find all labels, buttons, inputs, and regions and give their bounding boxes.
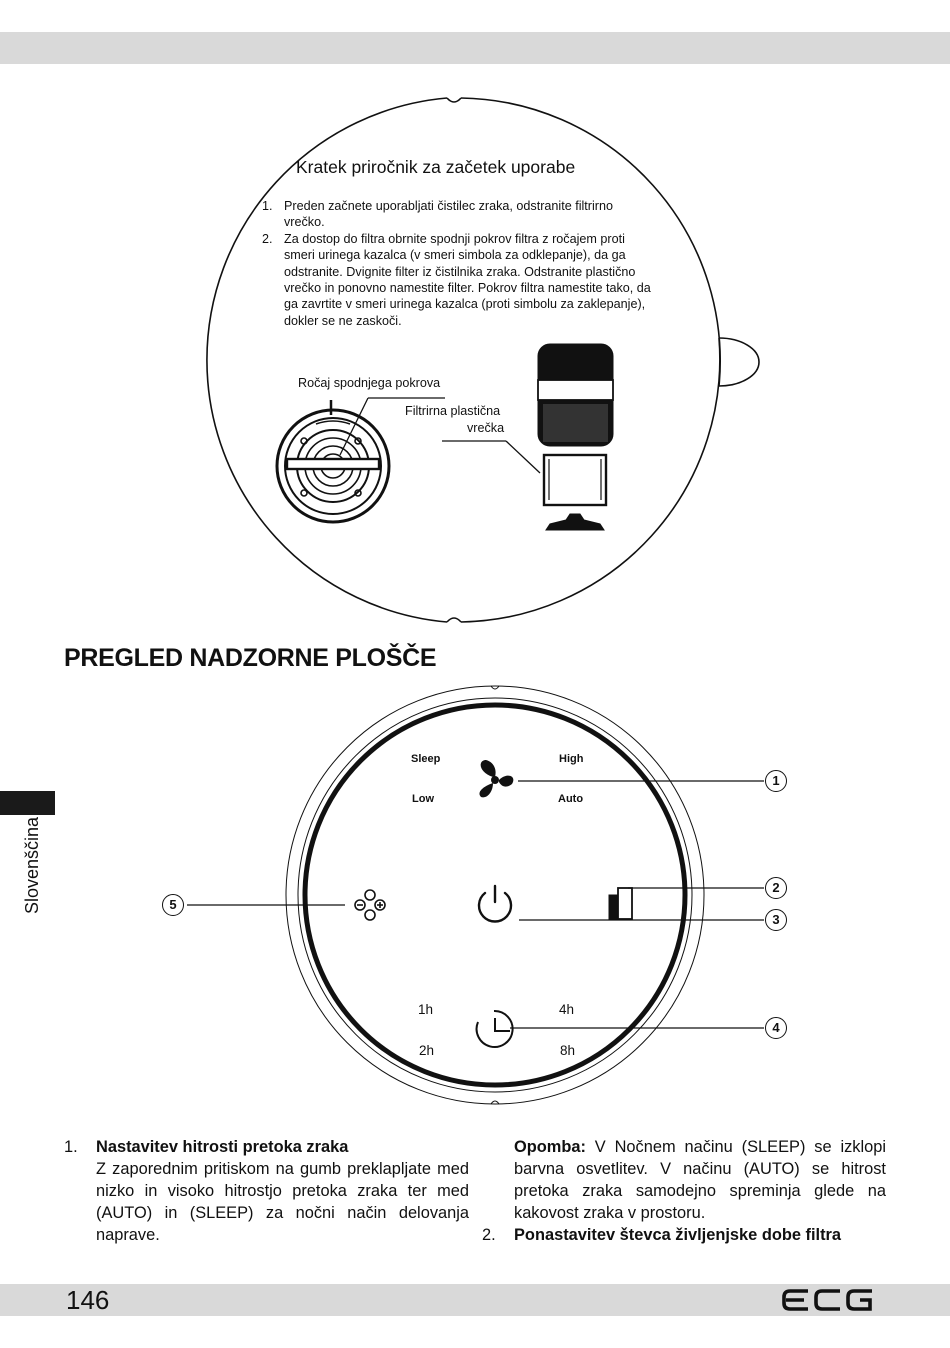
label-timer-8h: 8h <box>560 1043 576 1058</box>
note-text: V Nočnem načinu (SLEEP) se izklopi barvna osvetlitev. V načinu (AUTO) se hitrost pretoka zraka samodejno spreminja glede na kakovost zraka v prostoru. <box>514 1138 886 1222</box>
section-title: PREGLED NADZORNE PLOŠČE <box>64 644 437 672</box>
side-tab <box>0 791 55 815</box>
page-number: 146 <box>66 1285 110 1315</box>
guide-step <box>262 198 657 231</box>
label-auto: Auto <box>558 793 584 805</box>
guide-step-text: Za dostop do filtra obrnite spodnji pokrov filtra z ročajem proti smeri urinega kazalca (v smeri simbola za odklepanje), da ga odstranite. Dvignite filter iz čistilnika zraka. Odstranite plastično vrečko in ponovno namestite filter. Pokrov filtra namestite tako, da ga zavrtite v smeri urinega kazalca (proti simbolu za zaklepanje), dokler se ne zaskoči. <box>284 231 651 328</box>
guide-title: Kratek priročnik za začetek uporabe <box>296 157 576 177</box>
label-timer-1h: 1h <box>418 1002 434 1017</box>
item-text: Z zaporednim pritiskom na gumb preklapljate med nizko in visoko hitrostjo pretoka zraka ter med (AUTO) in (SLEEP) za nočni način delovanja naprave. <box>96 1160 469 1244</box>
item-number: 1. <box>64 1138 78 1156</box>
guide-step <box>262 231 657 329</box>
note-paragraph <box>514 1136 886 1224</box>
guide-step-number: 2. <box>262 231 273 246</box>
label-sleep: Sleep <box>411 753 441 765</box>
item-title: Ponastavitev števca življenjske dobe filtra <box>514 1226 842 1244</box>
filter-indicator-icon <box>609 888 632 919</box>
description-left-column <box>64 1136 469 1246</box>
guide-steps <box>262 198 657 329</box>
item-title: Nastavitev hitrosti pretoka zraka <box>96 1138 349 1156</box>
callout-3: 3 <box>765 909 787 931</box>
purifier-drawing <box>442 344 613 530</box>
callout-4: 4 <box>765 1017 787 1039</box>
label-timer-2h: 2h <box>419 1043 435 1058</box>
label-filter-bag-line1: Filtrirna plastična <box>405 404 501 418</box>
label-filter-bag-line2: vrečka <box>467 421 505 435</box>
callout-5: 5 <box>162 894 184 916</box>
guide-step-text: Preden začnete uporabljati čistilec zraka, odstranite filtrirno vrečko. <box>284 199 613 230</box>
mode-buttons-icon <box>355 890 385 920</box>
description-right-column <box>482 1136 886 1246</box>
timer-icon <box>477 1011 513 1047</box>
callout-2: 2 <box>765 877 787 899</box>
ecg-logo <box>782 1288 874 1312</box>
item-number: 2. <box>482 1226 496 1244</box>
label-cover-handle: Ročaj spodnjega pokrova <box>298 376 441 390</box>
note-label: Opomba: <box>514 1138 586 1156</box>
label-high: High <box>559 753 584 765</box>
callout-lines <box>187 781 764 1028</box>
label-low: Low <box>412 793 434 805</box>
side-language-label: Slovenščina <box>22 816 42 914</box>
guide-step-number: 1. <box>262 199 273 213</box>
fan-icon <box>479 760 513 797</box>
callout-1: 1 <box>765 770 787 792</box>
power-icon <box>479 886 511 921</box>
label-timer-4h: 4h <box>559 1002 575 1017</box>
